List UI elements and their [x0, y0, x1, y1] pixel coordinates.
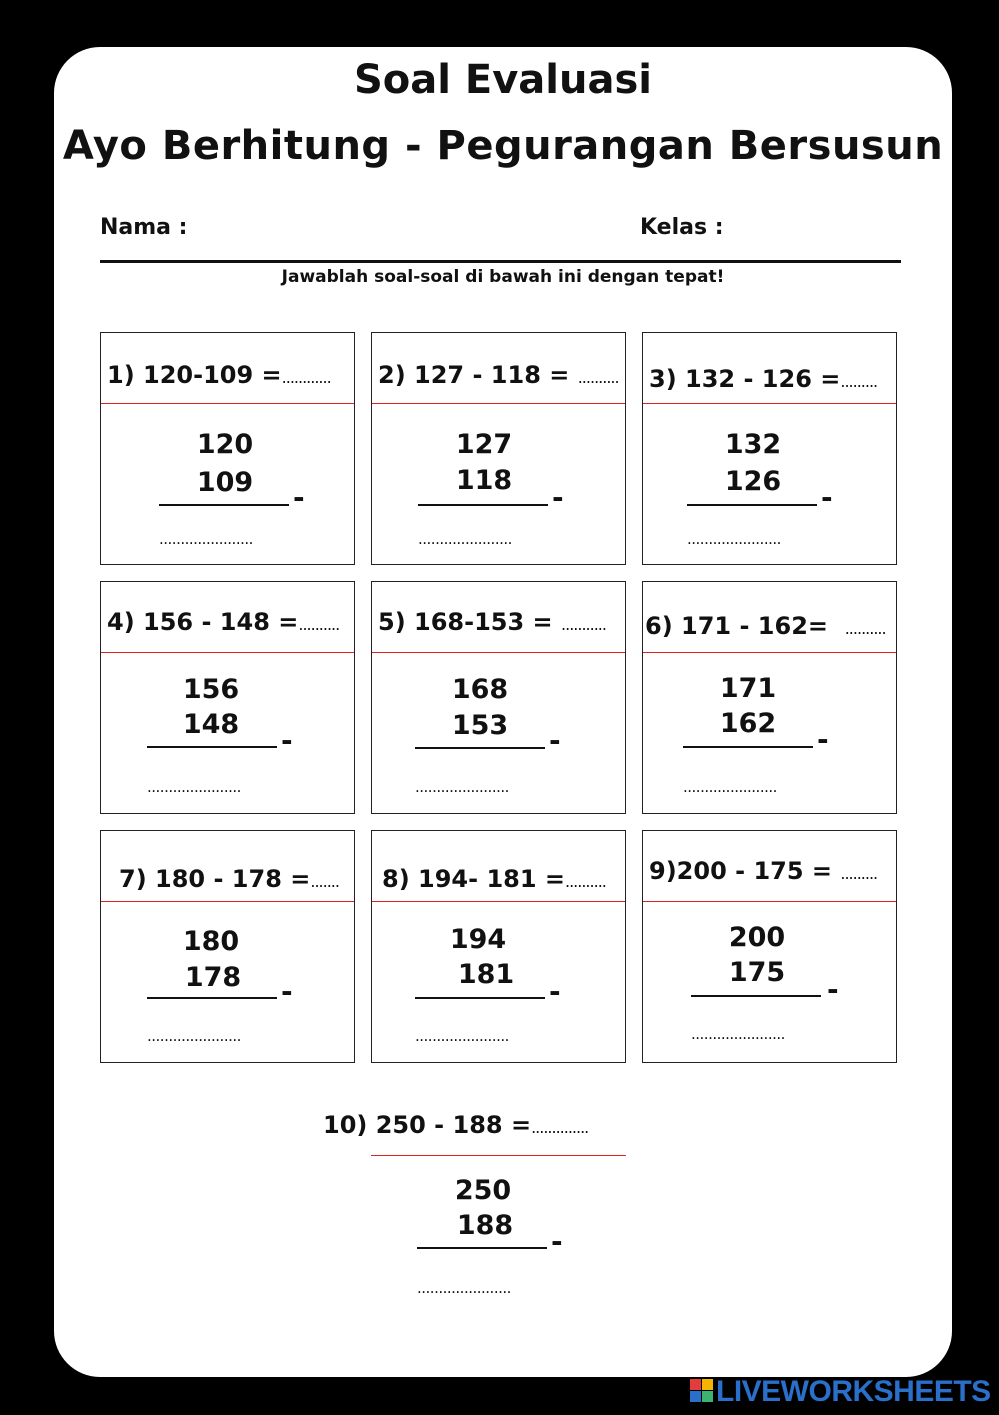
- minus-sign: -: [549, 724, 561, 757]
- subtrahend: 175: [728, 957, 786, 988]
- answer-dots[interactable]: ......................: [147, 1027, 241, 1045]
- question: 6) 171 - 162=: [645, 612, 828, 640]
- answer-blank[interactable]: .........: [840, 864, 878, 883]
- page-title: Soal Evaluasi: [353, 57, 652, 103]
- subtrahend: 126: [724, 466, 782, 497]
- minuend: 132: [724, 429, 782, 460]
- answer-dots[interactable]: ......................: [683, 778, 777, 796]
- problem-2: [371, 332, 626, 565]
- problem-5: [371, 581, 626, 814]
- answer-dots[interactable]: ......................: [147, 778, 241, 796]
- instruction: Jawablah soal-soal di bawah ini dengan tepat!: [281, 267, 725, 287]
- header-divider: [100, 260, 901, 263]
- problem-4: [100, 581, 355, 814]
- minus-sign: -: [552, 481, 564, 514]
- problem-1: [100, 332, 355, 565]
- subtrahend: 162: [719, 708, 777, 739]
- problem-8: [371, 830, 626, 1063]
- problem-9: [642, 830, 897, 1063]
- red-divider: [371, 1155, 626, 1156]
- kelas-label: Kelas :: [640, 215, 724, 240]
- answer-dots[interactable]: ......................: [418, 530, 512, 548]
- subtrahend: 109: [196, 467, 254, 498]
- sum-line: [417, 1247, 547, 1249]
- red-divider: [101, 901, 354, 902]
- question: 8) 194- 181 =: [382, 865, 565, 893]
- subtrahend: 153: [451, 710, 509, 741]
- question: 10) 250 - 188 =: [323, 1111, 532, 1139]
- sum-line: [687, 504, 817, 506]
- minus-sign: -: [281, 724, 293, 757]
- sum-line: [147, 746, 277, 748]
- problem-6: [642, 581, 897, 814]
- answer-dots[interactable]: ......................: [691, 1025, 785, 1043]
- subtrahend: 188: [456, 1210, 514, 1241]
- minus-sign: -: [281, 975, 293, 1008]
- subtrahend: 181: [457, 959, 515, 990]
- answer-blank[interactable]: .......: [310, 872, 339, 891]
- red-divider: [372, 901, 625, 902]
- red-divider: [372, 403, 625, 404]
- problem-3: [642, 332, 897, 565]
- red-divider: [372, 652, 625, 653]
- minus-sign: -: [293, 481, 305, 514]
- answer-dots[interactable]: ......................: [687, 530, 781, 548]
- logo-icon: [690, 1379, 714, 1403]
- page-subtitle: Ayo Berhitung - Pegurangan Bersusun: [62, 123, 944, 169]
- question: 4) 156 - 148 =: [107, 608, 299, 636]
- answer-blank[interactable]: ...........: [561, 615, 606, 634]
- minus-sign: -: [827, 973, 839, 1006]
- red-divider: [101, 403, 354, 404]
- problem-7: [100, 830, 355, 1063]
- sum-line: [691, 995, 821, 997]
- worksheet: [54, 47, 952, 1377]
- answer-blank[interactable]: ............: [281, 368, 331, 387]
- subtrahend: 148: [182, 709, 240, 740]
- subtrahend: 118: [455, 465, 513, 496]
- sum-line: [415, 747, 545, 749]
- question: 3) 132 - 126 =: [649, 365, 841, 393]
- red-divider: [643, 403, 896, 404]
- red-divider: [643, 901, 896, 902]
- sum-line: [415, 997, 545, 999]
- minuend: 194: [449, 924, 507, 955]
- minus-sign: -: [817, 723, 829, 756]
- minuend: 156: [182, 674, 240, 705]
- question: 5) 168-153 =: [378, 608, 553, 636]
- nama-label: Nama :: [100, 215, 188, 240]
- sum-line: [147, 997, 277, 999]
- answer-dots[interactable]: ......................: [159, 530, 253, 548]
- red-divider: [101, 652, 354, 653]
- watermark-logo: [690, 1375, 991, 1409]
- question: 1) 120-109 =: [107, 361, 282, 389]
- minuend: 180: [182, 926, 240, 957]
- answer-dots[interactable]: ......................: [417, 1279, 511, 1297]
- minuend: 168: [451, 674, 509, 705]
- minuend: 200: [728, 922, 786, 953]
- answer-dots[interactable]: ......................: [415, 778, 509, 796]
- minuend: 171: [719, 673, 777, 704]
- sum-line: [159, 504, 289, 506]
- subtrahend: 178: [184, 962, 242, 993]
- minus-sign: -: [551, 1225, 563, 1258]
- minus-sign: -: [549, 975, 561, 1008]
- answer-blank[interactable]: ..........: [577, 368, 619, 387]
- sum-line: [683, 746, 813, 748]
- answer-blank[interactable]: .........: [840, 372, 878, 391]
- answer-blank[interactable]: ..........: [844, 619, 886, 638]
- question: 7) 180 - 178 =: [119, 865, 311, 893]
- red-divider: [643, 652, 896, 653]
- answer-blank[interactable]: ..............: [531, 1118, 589, 1137]
- sum-line: [418, 504, 548, 506]
- question: 9)200 - 175 =: [649, 857, 832, 885]
- minus-sign: -: [821, 481, 833, 514]
- answer-blank[interactable]: ..........: [298, 615, 340, 634]
- answer-dots[interactable]: ......................: [415, 1027, 509, 1045]
- minuend: 127: [455, 429, 513, 460]
- question: 2) 127 - 118 =: [378, 361, 570, 389]
- problem-10: [323, 1079, 626, 1312]
- watermark-text: LIVEWORKSHEETS: [716, 1375, 991, 1408]
- minuend: 120: [196, 429, 254, 460]
- answer-blank[interactable]: ..........: [565, 872, 606, 891]
- minuend: 250: [454, 1175, 512, 1206]
